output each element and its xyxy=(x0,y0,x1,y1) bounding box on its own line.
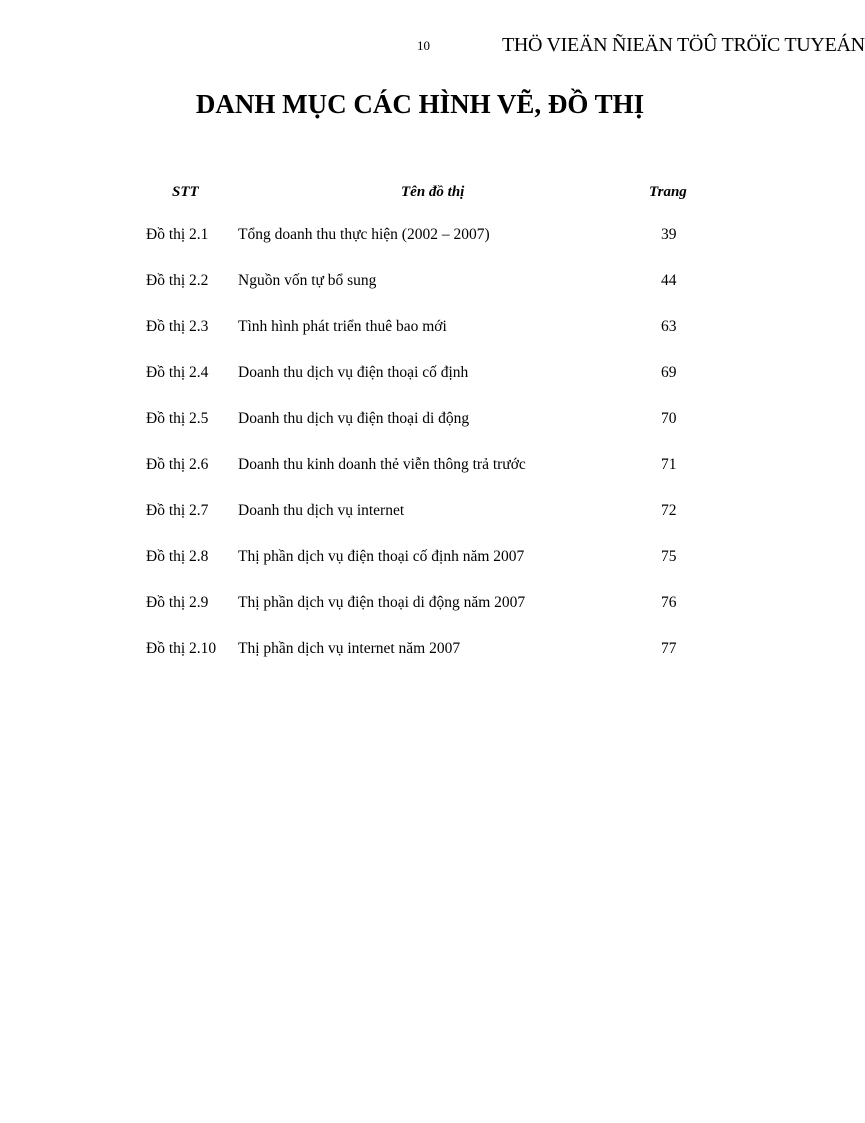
row-stt: Đồ thị 2.6 xyxy=(146,456,209,473)
table-row xyxy=(146,272,706,318)
table-row xyxy=(146,594,706,640)
row-stt: Đồ thị 2.9 xyxy=(146,594,209,611)
column-header-page: Trang xyxy=(649,184,687,200)
row-name: Tình hình phát triển thuê bao mới xyxy=(238,318,447,335)
row-name: Doanh thu dịch vụ điện thoại di động xyxy=(238,410,470,427)
table-row xyxy=(146,364,706,410)
table-row xyxy=(146,640,706,686)
table-row xyxy=(146,456,706,502)
table-row xyxy=(146,410,706,456)
row-page: 39 xyxy=(661,226,677,243)
row-stt: Đồ thị 2.3 xyxy=(146,318,209,335)
table-row xyxy=(146,318,706,364)
column-header-stt: STT xyxy=(172,184,199,200)
row-stt: Đồ thị 2.8 xyxy=(146,548,209,565)
row-stt: Đồ thị 2.7 xyxy=(146,502,209,519)
row-stt: Đồ thị 2.4 xyxy=(146,364,209,381)
row-stt: Đồ thị 2.1 xyxy=(146,226,209,243)
page-number: 10 xyxy=(417,38,430,53)
page-title: DANH MỤC CÁC HÌNH VẼ, ĐỒ THỊ xyxy=(195,89,645,119)
row-name: Doanh thu dịch vụ internet xyxy=(238,502,405,519)
table-header xyxy=(146,180,706,208)
table-row xyxy=(146,502,706,548)
figure-list-table xyxy=(146,180,706,657)
row-stt: Đồ thị 2.2 xyxy=(146,272,209,289)
row-page: 44 xyxy=(661,272,677,289)
row-name: Nguồn vốn tự bổ sung xyxy=(238,272,377,289)
running-header: THÖ VIEÄN ÑIEÄN TÖÛ TRÖÏC TUYEÁN xyxy=(502,34,865,56)
table-body xyxy=(146,226,706,686)
row-page: 69 xyxy=(661,364,677,381)
row-page: 63 xyxy=(661,318,677,335)
row-name: Doanh thu dịch vụ điện thoại cố định xyxy=(238,364,469,381)
row-stt: Đồ thị 2.5 xyxy=(146,410,209,427)
table-row xyxy=(146,548,706,594)
row-stt: Đồ thị 2.10 xyxy=(146,640,217,657)
row-name: Thị phần dịch vụ điện thoại di động năm 2007 xyxy=(238,594,526,611)
row-page: 75 xyxy=(661,548,677,565)
table-row xyxy=(146,226,706,272)
row-page: 72 xyxy=(661,502,677,519)
row-name: Tổng doanh thu thực hiện (2002 – 2007) xyxy=(238,226,490,243)
row-name: Thị phần dịch vụ điện thoại cố định năm 2007 xyxy=(238,548,525,565)
row-page: 70 xyxy=(661,410,677,427)
column-header-name: Tên đồ thị xyxy=(401,184,465,200)
row-page: 71 xyxy=(661,456,677,473)
row-name: Thị phần dịch vụ internet năm 2007 xyxy=(238,640,461,657)
row-page: 77 xyxy=(661,640,677,657)
row-page: 76 xyxy=(661,594,677,611)
row-name: Doanh thu kinh doanh thẻ viễn thông trả trước xyxy=(238,456,526,473)
